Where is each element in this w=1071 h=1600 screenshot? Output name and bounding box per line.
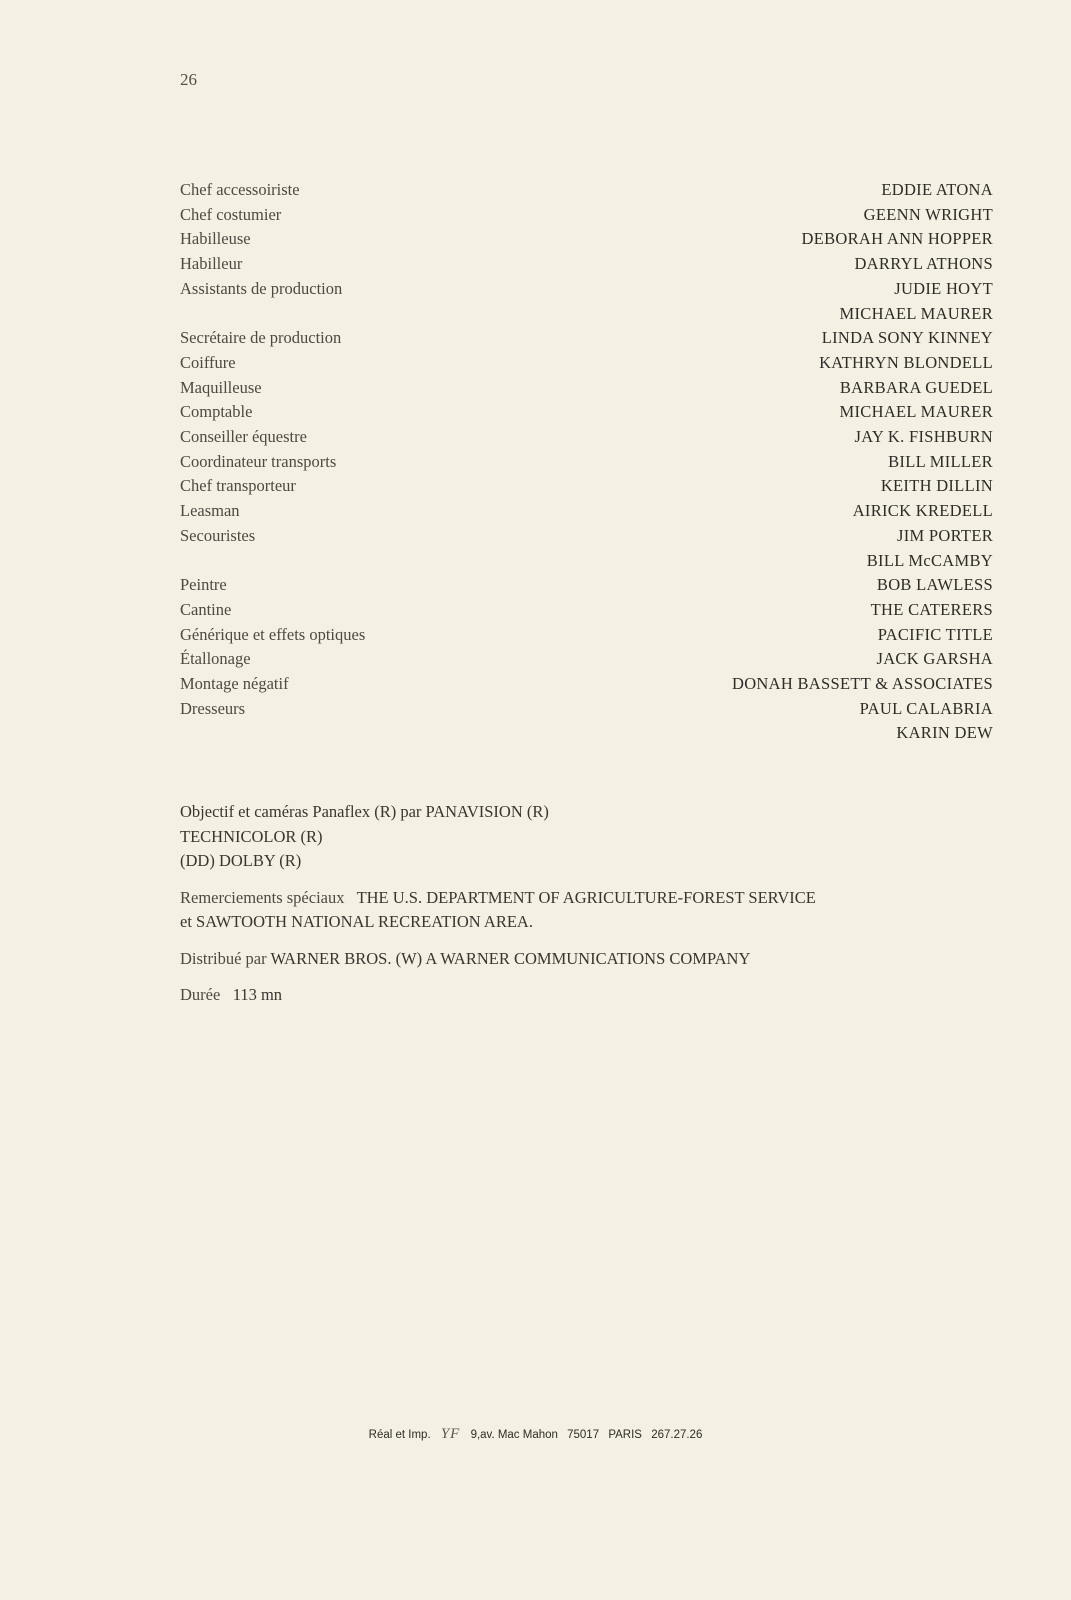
thanks-label: Remerciements spéciaux <box>180 887 345 907</box>
role-label: Dresseurs <box>180 698 246 718</box>
printer-footer <box>0 1426 1071 1443</box>
credit-name: PACIFIC TITLE <box>877 624 993 644</box>
role-label: Secrétaire de production <box>180 328 342 348</box>
role-label: Montage négatif <box>180 674 289 694</box>
camera-line: Objectif et caméras Panaflex (R) par PANAVISION (R) <box>180 802 549 821</box>
technical-info <box>180 800 993 1020</box>
credit-name: KARIN DEW <box>896 723 993 743</box>
role-label: Comptable <box>180 402 253 422</box>
role-label: Assistants de production <box>180 278 343 298</box>
duration-label: Durée <box>180 985 221 1004</box>
footer-phone: 267.27.26 <box>651 1429 703 1441</box>
credit-name: BOB LAWLESS <box>876 575 993 595</box>
role-label: Chef costumier <box>180 204 282 224</box>
credit-name: AIRICK KREDELL <box>852 501 993 521</box>
group-spacer <box>180 302 510 327</box>
credit-name: KATHRYN BLONDELL <box>819 352 993 372</box>
sound-line: (DD) DOLBY (R) <box>180 851 302 870</box>
credit-name: EDDIE ATONA <box>881 180 993 199</box>
credit-name: DEBORAH ANN HOPPER <box>801 229 993 249</box>
color-line: TECHNICOLOR (R) <box>180 826 323 846</box>
duration-value: 113 mn <box>232 985 283 1004</box>
thanks-line1: THE U.S. DEPARTMENT OF AGRICULTURE-FOREST SERVICE <box>356 887 816 907</box>
thanks-block <box>180 886 993 935</box>
distribution-label: Distribué par <box>180 948 267 968</box>
footer-address: 9,av. Mac Mahon <box>470 1429 558 1441</box>
credit-name: DARRYL ATHONS <box>854 254 993 274</box>
credit-name: GEENN WRIGHT <box>863 204 993 224</box>
role-label: Leasman <box>180 501 240 521</box>
credit-name: DONAH BASSETT & ASSOCIATES <box>732 674 993 694</box>
page-number: 26 <box>180 70 197 89</box>
role-label: Cantine <box>180 599 232 619</box>
role-label: Secouristes <box>180 525 256 545</box>
credit-name: MICHAEL MAURER <box>839 402 993 422</box>
footer-prefix: Réal et Imp. <box>368 1429 431 1441</box>
credit-name: BILL MILLER <box>888 451 993 471</box>
credit-name: LINDA SONY KINNEY <box>821 328 993 348</box>
technical-block <box>180 800 993 874</box>
credits-names <box>732 178 993 746</box>
footer-postal: 75017 <box>567 1429 600 1441</box>
footer-city: PARIS <box>608 1429 642 1441</box>
distribution-value: WARNER BROS. (W) A WARNER COMMUNICATIONS COMPANY <box>270 948 751 968</box>
role-label: Générique et effets optiques <box>180 624 366 644</box>
thanks-line2: et SAWTOOTH NATIONAL RECREATION AREA. <box>180 912 533 931</box>
printer-logo: YF <box>440 1426 461 1442</box>
role-label: Habilleuse <box>180 229 251 249</box>
distribution-block <box>180 947 993 972</box>
role-label: Coiffure <box>180 352 236 372</box>
credit-name: JIM PORTER <box>897 525 993 545</box>
credit-name: BARBARA GUEDEL <box>839 377 993 397</box>
credit-name: BILL McCAMBY <box>866 550 993 570</box>
credit-name: JACK GARSHA <box>876 649 993 669</box>
role-label: Chef transporteur <box>180 476 296 496</box>
credit-name: KEITH DILLIN <box>880 476 993 496</box>
group-spacer <box>180 549 510 574</box>
credit-name: THE CATERERS <box>870 599 993 619</box>
credit-name: JAY K. FISHBURN <box>854 427 993 447</box>
duration-block <box>180 983 993 1008</box>
role-label: Peintre <box>180 575 227 595</box>
role-label: Chef accessoiriste <box>180 180 300 199</box>
credits-roles <box>180 178 510 721</box>
role-label: Maquilleuse <box>180 377 262 397</box>
role-label: Habilleur <box>180 254 243 274</box>
role-label: Coordinateur transports <box>180 451 337 471</box>
credit-name: JUDIE HOYT <box>894 278 993 298</box>
credit-name: PAUL CALABRIA <box>859 698 993 718</box>
credit-name: MICHAEL MAURER <box>839 303 993 323</box>
role-label: Étallonage <box>180 649 251 669</box>
role-label: Conseiller équestre <box>180 427 307 447</box>
